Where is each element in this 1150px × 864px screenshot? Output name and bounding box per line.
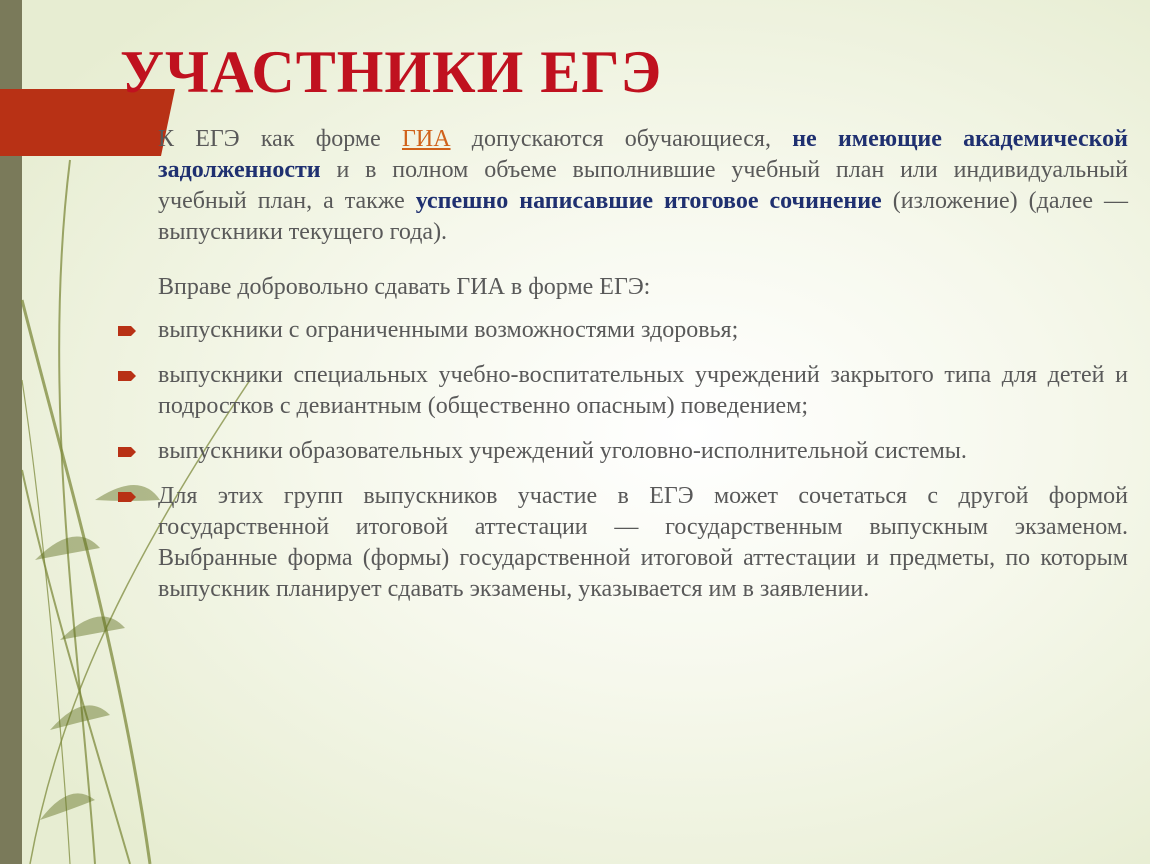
- list-item: [158, 481, 1128, 605]
- lead-text: Вправе добровольно сдавать ГИА в форме ЕГЭ:: [158, 274, 651, 300]
- bullet-text: выпускники специальных учебно-воспитательных учреждений закрытого типа для детей и подростков с девиантным (общественно опасным) поведением;: [158, 362, 1128, 419]
- list-item: [158, 315, 1128, 346]
- bullet-text: выпускники образовательных учреждений уголовно-исполнительной системы.: [158, 438, 967, 464]
- list-item: [158, 360, 1128, 422]
- intro-paragraph: [158, 124, 1128, 248]
- bullet-arrow-icon: [118, 326, 136, 336]
- list-item: [158, 436, 1128, 467]
- slide-content: [158, 124, 1128, 619]
- bullet-text: Для этих групп выпускников участие в ЕГЭ может сочетаться с другой формой государственной итоговой аттестации — государственным выпускным экзаменом. Выбранные форма (формы) государственной итоговой аттестации и предметы, по которым выпускник планирует сдавать экзамены, указывается им в заявлении.: [158, 483, 1128, 602]
- intro-bold-1: не имеющие академической задолженности: [158, 126, 1128, 183]
- intro-text-4: (изложение) (далее — выпускники текущего года).: [158, 188, 1129, 245]
- bullet-arrow-icon: [118, 492, 136, 502]
- intro-text-1: К ЕГЭ как форме: [158, 126, 402, 152]
- bullet-text: выпускники с ограниченными возможностями здоровья;: [158, 317, 739, 343]
- slide-title: УЧАСТНИКИ ЕГЭ: [120, 39, 663, 105]
- bullet-list: [158, 315, 1128, 605]
- intro-text-2: допускаются обучающиеся,: [450, 126, 793, 152]
- intro-text-3: и в полном объеме выполнившие учебный план или индивидуальный учебный план, а также: [158, 157, 1128, 214]
- bullet-arrow-icon: [118, 371, 136, 381]
- gia-link[interactable]: ГИА: [401, 126, 451, 152]
- intro-bold-2: успешно написавшие итоговое сочинение: [415, 188, 882, 214]
- bullet-arrow-icon: [118, 447, 136, 457]
